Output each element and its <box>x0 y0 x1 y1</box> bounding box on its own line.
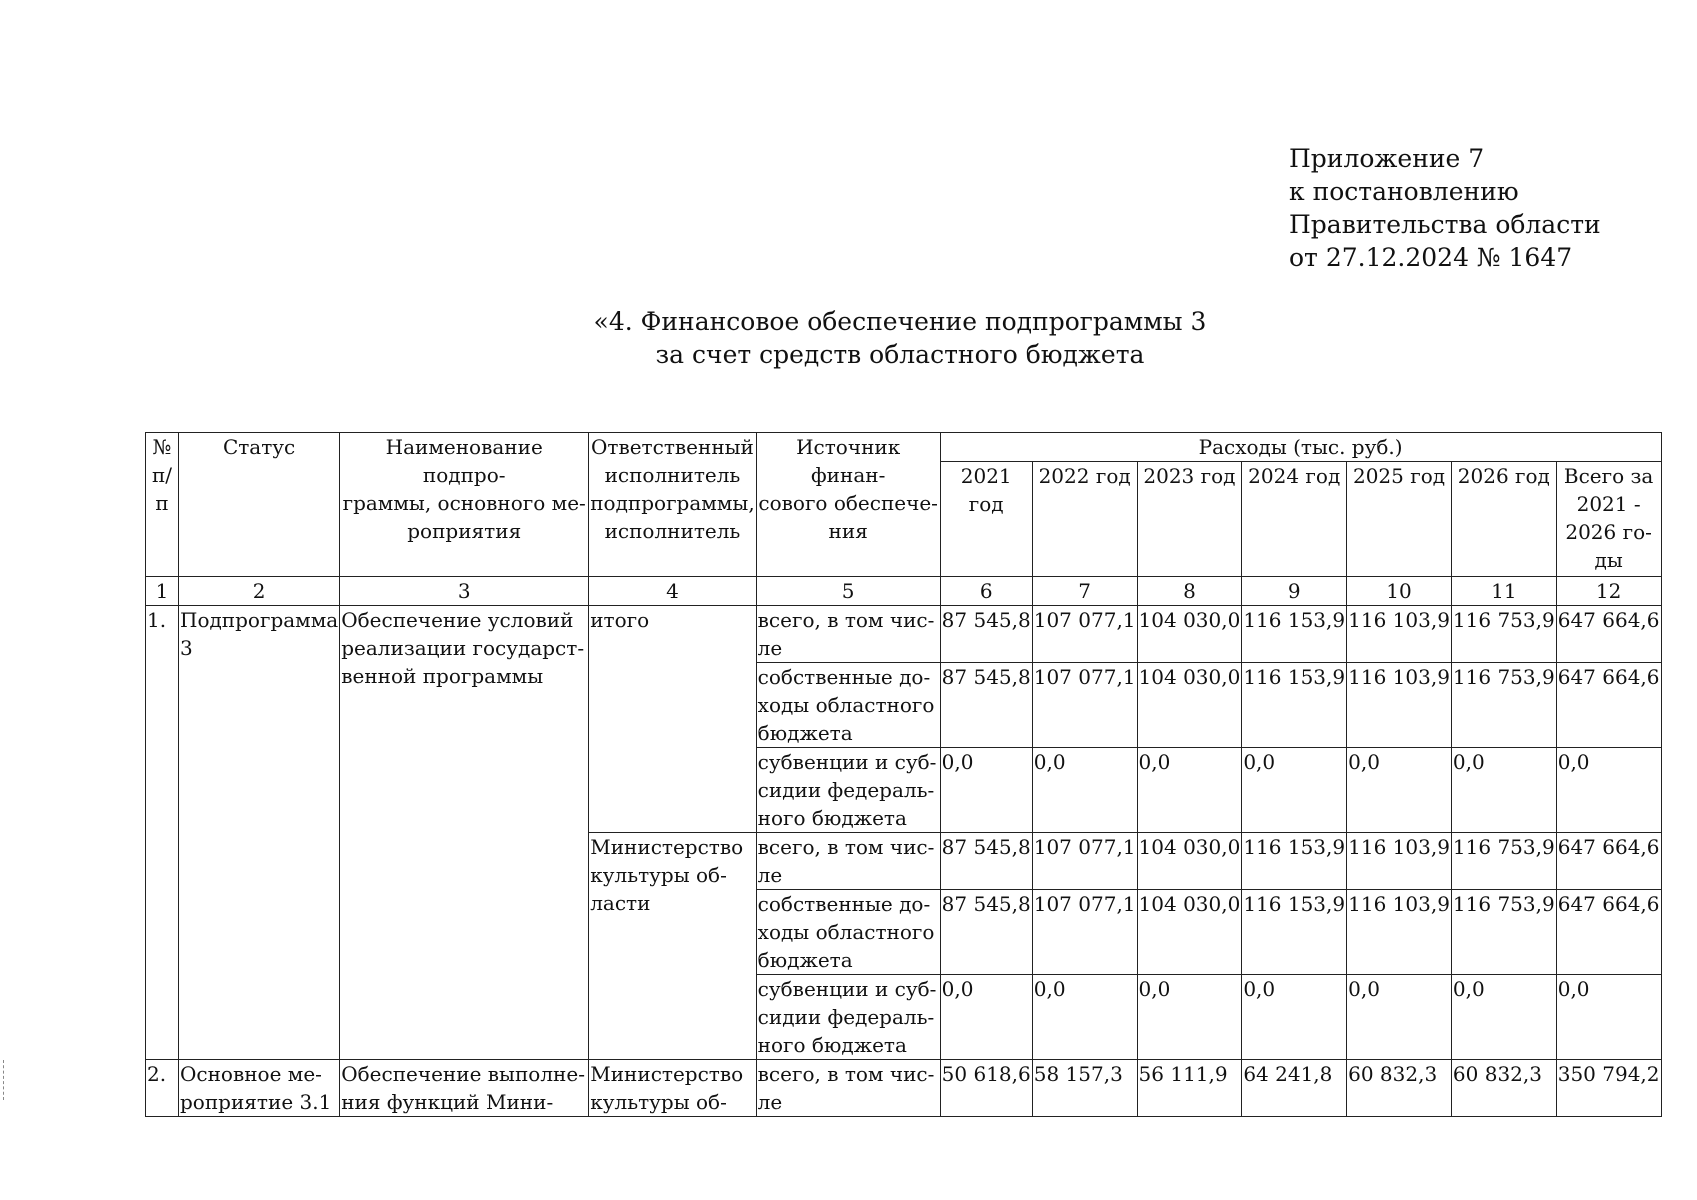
appendix-line: к постановлению <box>1289 177 1519 206</box>
row-num: 1. <box>146 606 179 1060</box>
row-source: собственные до- ходы областного бюджета <box>756 890 940 975</box>
value-2021: 87 545,8 <box>940 833 1032 890</box>
header-executor: Ответственный исполнитель подпрограммы, исполнитель <box>589 433 756 577</box>
section-title-line: «4. Финансовое обеспечение подпрограммы 3 <box>593 307 1207 336</box>
value-total: 0,0 <box>1556 748 1661 833</box>
header-total: Всего за 2021 - 2026 го- ды <box>1556 462 1661 577</box>
value-2024: 116 153,9 <box>1242 890 1347 975</box>
scan-margin-marks <box>3 1060 10 1100</box>
column-number: 2 <box>179 577 340 606</box>
column-number: 3 <box>340 577 589 606</box>
row-status: Основное ме- роприятие 3.1 <box>179 1060 340 1117</box>
value-2025: 0,0 <box>1347 748 1452 833</box>
header-status: Статус <box>179 433 340 577</box>
appendix-line: от 27.12.2024 № 1647 <box>1289 243 1573 272</box>
header-year-2023: 2023 год <box>1137 462 1242 577</box>
value-2021: 87 545,8 <box>940 890 1032 975</box>
value-2026: 116 753,9 <box>1451 606 1556 663</box>
section-title <box>400 305 1400 371</box>
value-2024: 0,0 <box>1242 975 1347 1060</box>
row-source: субвенции и суб- сидии федераль- ного бюджета <box>756 748 940 833</box>
value-2026: 0,0 <box>1451 975 1556 1060</box>
value-2026: 116 753,9 <box>1451 663 1556 748</box>
column-number: 1 <box>146 577 179 606</box>
row-name: Обеспечение выполне- ния функций Мини- <box>340 1060 589 1117</box>
column-number-row <box>146 577 1662 606</box>
header-source: Источник финан- сового обеспече- ния <box>756 433 940 577</box>
column-number: 9 <box>1242 577 1347 606</box>
value-2025: 116 103,9 <box>1347 833 1452 890</box>
row-source: субвенции и суб- сидии федераль- ного бюджета <box>756 975 940 1060</box>
row-executor: Министерство культуры об- ласти <box>589 833 756 1060</box>
appendix-note <box>1289 142 1601 274</box>
column-number: 12 <box>1556 577 1661 606</box>
financing-table <box>145 432 1662 1117</box>
value-2024: 116 153,9 <box>1242 606 1347 663</box>
column-number: 8 <box>1137 577 1242 606</box>
value-2022: 0,0 <box>1032 975 1137 1060</box>
appendix-line: Правительства области <box>1289 210 1601 239</box>
header-name: Наименование подпро- граммы, основного ме- роприятия <box>340 433 589 577</box>
table-row <box>146 606 1662 663</box>
value-2021: 87 545,8 <box>940 606 1032 663</box>
row-status: Подпрограмма 3 <box>179 606 340 1060</box>
header-year-2026: 2026 год <box>1451 462 1556 577</box>
header-year-2025: 2025 год <box>1347 462 1452 577</box>
value-2021: 87 545,8 <box>940 663 1032 748</box>
value-2021: 0,0 <box>940 975 1032 1060</box>
value-2025: 116 103,9 <box>1347 663 1452 748</box>
header-expenses: Расходы (тыс. руб.) <box>940 433 1661 462</box>
column-number: 10 <box>1347 577 1452 606</box>
row-source: всего, в том чис- ле <box>756 1060 940 1117</box>
row-name: Обеспечение условий реализации государст- венной программы <box>340 606 589 1060</box>
value-2023: 104 030,0 <box>1137 606 1242 663</box>
value-total: 647 664,6 <box>1556 833 1661 890</box>
value-2022: 107 077,1 <box>1032 833 1137 890</box>
value-2022: 58 157,3 <box>1032 1060 1137 1117</box>
column-number: 5 <box>756 577 940 606</box>
value-2022: 107 077,1 <box>1032 606 1137 663</box>
value-total: 350 794,2 <box>1556 1060 1661 1117</box>
value-2026: 116 753,9 <box>1451 890 1556 975</box>
value-2023: 0,0 <box>1137 975 1242 1060</box>
value-total: 647 664,6 <box>1556 890 1661 975</box>
value-2023: 104 030,0 <box>1137 833 1242 890</box>
value-total: 647 664,6 <box>1556 606 1661 663</box>
header-year-2024: 2024 год <box>1242 462 1347 577</box>
value-2021: 50 618,6 <box>940 1060 1032 1117</box>
value-2023: 0,0 <box>1137 748 1242 833</box>
value-2021: 0,0 <box>940 748 1032 833</box>
row-source: собственные до- ходы областного бюджета <box>756 663 940 748</box>
value-2026: 60 832,3 <box>1451 1060 1556 1117</box>
value-total: 0,0 <box>1556 975 1661 1060</box>
column-number: 6 <box>940 577 1032 606</box>
value-2023: 56 111,9 <box>1137 1060 1242 1117</box>
header-year-2021: 2021 год <box>940 462 1032 577</box>
column-number: 4 <box>589 577 756 606</box>
value-2026: 0,0 <box>1451 748 1556 833</box>
column-number: 11 <box>1451 577 1556 606</box>
value-2024: 0,0 <box>1242 748 1347 833</box>
value-2022: 107 077,1 <box>1032 663 1137 748</box>
value-2025: 116 103,9 <box>1347 890 1452 975</box>
value-2025: 0,0 <box>1347 975 1452 1060</box>
value-2025: 60 832,3 <box>1347 1060 1452 1117</box>
header-year-2022: 2022 год <box>1032 462 1137 577</box>
value-2024: 116 153,9 <box>1242 663 1347 748</box>
row-source: всего, в том чис- ле <box>756 606 940 663</box>
value-2022: 107 077,1 <box>1032 890 1137 975</box>
header-num: № п/п <box>146 433 179 577</box>
row-source: всего, в том чис- ле <box>756 833 940 890</box>
value-2026: 116 753,9 <box>1451 833 1556 890</box>
value-2023: 104 030,0 <box>1137 890 1242 975</box>
appendix-line: Приложение 7 <box>1289 144 1485 173</box>
value-2022: 0,0 <box>1032 748 1137 833</box>
value-2024: 116 153,9 <box>1242 833 1347 890</box>
table-row <box>146 1060 1662 1117</box>
row-executor: Министерство культуры об- <box>589 1060 756 1117</box>
row-executor: итого <box>589 606 756 833</box>
value-total: 647 664,6 <box>1556 663 1661 748</box>
section-title-line: за счет средств областного бюджета <box>655 340 1145 369</box>
column-number: 7 <box>1032 577 1137 606</box>
value-2025: 116 103,9 <box>1347 606 1452 663</box>
row-num: 2. <box>146 1060 179 1117</box>
value-2024: 64 241,8 <box>1242 1060 1347 1117</box>
value-2023: 104 030,0 <box>1137 663 1242 748</box>
